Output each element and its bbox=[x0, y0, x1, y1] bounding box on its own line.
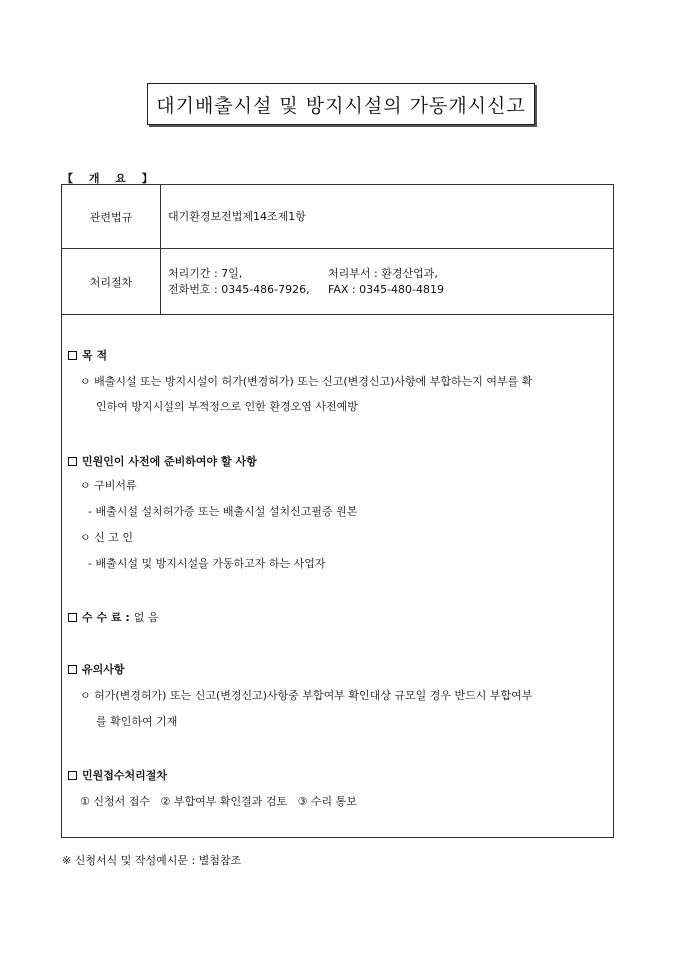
overview-label: 【 개 요 】 bbox=[62, 172, 159, 185]
flow-heading bbox=[68, 767, 167, 783]
checkbox-square-icon bbox=[68, 665, 77, 674]
notes-heading-text: 유의사항 bbox=[82, 663, 125, 676]
notes-line-1: ㅇ 허가(변경허가) 또는 신고(변경신고)사항중 부합여부 확인대상 규모일 경우 반드시 부합여부 bbox=[80, 689, 533, 702]
law-label: 관련법규 bbox=[62, 185, 161, 248]
details-area bbox=[62, 315, 613, 837]
law-row bbox=[62, 185, 613, 249]
processing-department: 처리부서 : 환경산업과, bbox=[328, 266, 438, 280]
required-docs-item: - 배출시설 설치허가증 또는 배출시설 설치신고필증 원본 bbox=[88, 505, 358, 518]
applicant-item: - 배출시설 및 방지시설을 가동하고자 하는 사업자 bbox=[88, 557, 326, 570]
procedure-value bbox=[168, 249, 607, 314]
flow-steps: ① 신청서 접수 ② 부합여부 확인결과 검토 ③ 수리 통보 bbox=[80, 795, 357, 808]
notes-heading bbox=[68, 661, 125, 677]
processing-period: 처리기간 : 7일, bbox=[168, 266, 243, 280]
purpose-line-1: ㅇ 배출시설 또는 방지시설이 허가(변경허가) 또는 신고(변경신고)사항에 부합하는지 여부를 확 bbox=[80, 375, 533, 388]
checkbox-square-icon bbox=[68, 351, 77, 360]
document-title: 대기배출시설 및 방지시설의 가동개시신고 bbox=[147, 83, 535, 125]
procedure-line-1 bbox=[168, 266, 607, 282]
checkbox-square-icon bbox=[68, 613, 77, 622]
checkbox-square-icon bbox=[68, 457, 77, 466]
fee-heading-text: 수 수 료 : bbox=[82, 611, 130, 624]
overview-box bbox=[61, 184, 614, 838]
phone-number: 전화번호 : 0345-486-7926, bbox=[168, 282, 310, 296]
flow-heading-text: 민원접수처리절차 bbox=[82, 769, 168, 782]
prep-heading bbox=[68, 453, 257, 469]
footnote: ※ 신청서식 및 작성예시문 : 별첨참조 bbox=[62, 854, 242, 867]
required-docs-title: ㅇ 구비서류 bbox=[80, 479, 137, 492]
procedure-label: 처리절차 bbox=[62, 249, 161, 314]
notes-line-2: 를 확인하여 기재 bbox=[96, 715, 178, 728]
fee-value: 없 음 bbox=[133, 611, 159, 624]
purpose-heading-text: 목 적 bbox=[82, 349, 108, 362]
fax-number: FAX : 0345-480-4819 bbox=[328, 282, 444, 296]
purpose-line-2: 인하여 방지시설의 부적정으로 인한 환경오염 사전예방 bbox=[96, 400, 358, 413]
law-value bbox=[168, 185, 607, 248]
purpose-heading bbox=[68, 347, 107, 363]
checkbox-square-icon bbox=[68, 771, 77, 780]
prep-heading-text: 민원인이 사전에 준비하여야 할 사항 bbox=[82, 455, 257, 468]
procedure-line-2 bbox=[168, 282, 607, 298]
fee-heading bbox=[68, 609, 159, 625]
applicant-title: ㅇ 신 고 인 bbox=[80, 531, 133, 544]
law-value-text: 대기환경보전법제14조제1항 bbox=[168, 209, 306, 223]
procedure-row bbox=[62, 249, 613, 315]
